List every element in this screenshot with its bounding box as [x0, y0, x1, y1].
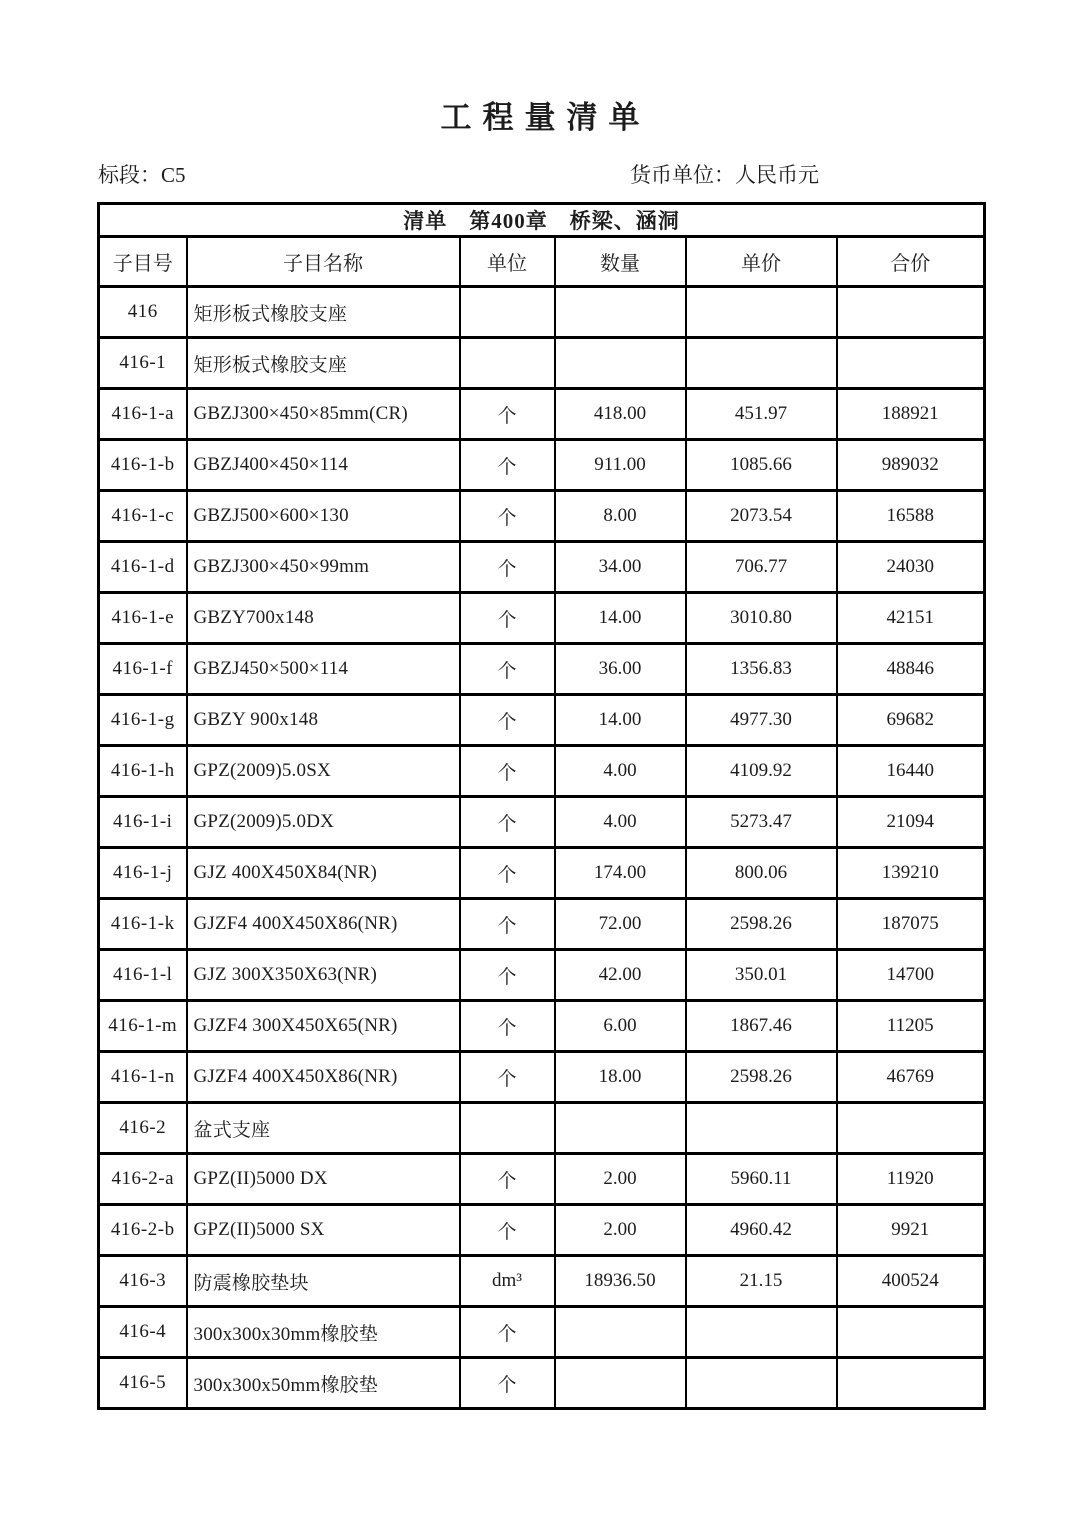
banner-row	[99, 204, 985, 237]
row-unit-price-cell	[686, 1358, 837, 1409]
row-unit-cell: 个	[460, 542, 555, 593]
row-quantity-cell	[555, 338, 686, 389]
row-item-name-cell: GBZY 900x148	[187, 695, 460, 746]
row-total-price-cell: 46769	[837, 1052, 985, 1103]
row-quantity-cell: 18936.50	[555, 1256, 686, 1307]
row-quantity-cell: 36.00	[555, 644, 686, 695]
row-unit-cell: 个	[460, 644, 555, 695]
row-unit-price-cell: 5273.47	[686, 797, 837, 848]
row-unit-cell: 个	[460, 1001, 555, 1052]
row-unit-cell: dm³	[460, 1256, 555, 1307]
row-total-price-cell	[837, 1358, 985, 1409]
row-item-name-cell: GPZ(II)5000 SX	[187, 1205, 460, 1256]
meta-row	[97, 159, 983, 189]
row-item-name-cell: GBZJ450×500×114	[187, 644, 460, 695]
row-quantity-cell	[555, 1307, 686, 1358]
row-total-price-cell: 42151	[837, 593, 985, 644]
col-header-unit: 单位	[460, 237, 555, 287]
row-unit-cell: 个	[460, 746, 555, 797]
row-unit-cell: 个	[460, 797, 555, 848]
row-unit-price-cell: 350.01	[686, 950, 837, 1001]
row-item-name-cell: GJZ 300X350X63(NR)	[187, 950, 460, 1001]
col-header-quantity: 数量	[555, 237, 686, 287]
row-unit-price-cell: 3010.80	[686, 593, 837, 644]
table-row	[99, 1001, 985, 1052]
row-total-price-cell: 16588	[837, 491, 985, 542]
row-unit-price-cell	[686, 1307, 837, 1358]
row-unit-price-cell: 451.97	[686, 389, 837, 440]
table-row	[99, 542, 985, 593]
row-item-name-cell: GJZF4 300X450X65(NR)	[187, 1001, 460, 1052]
row-quantity-cell: 8.00	[555, 491, 686, 542]
row-item-no-cell: 416-1-g	[99, 695, 187, 746]
table-row	[99, 1205, 985, 1256]
row-quantity-cell: 14.00	[555, 593, 686, 644]
row-item-name-cell: 300x300x50mm橡胶垫	[187, 1358, 460, 1409]
row-quantity-cell: 4.00	[555, 797, 686, 848]
row-unit-price-cell	[686, 1103, 837, 1154]
currency-label: 货币单位：人民币元	[630, 163, 819, 187]
row-quantity-cell: 4.00	[555, 746, 686, 797]
row-item-name-cell: GPZ(2009)5.0DX	[187, 797, 460, 848]
row-total-price-cell	[837, 338, 985, 389]
row-item-no-cell: 416-1-h	[99, 746, 187, 797]
row-total-price-cell: 69682	[837, 695, 985, 746]
table-row	[99, 950, 985, 1001]
quantities-table	[97, 202, 986, 1410]
row-item-no-cell: 416-4	[99, 1307, 187, 1358]
row-item-no-cell: 416-1-a	[99, 389, 187, 440]
table-row	[99, 1307, 985, 1358]
row-unit-cell: 个	[460, 593, 555, 644]
row-unit-cell	[460, 287, 555, 338]
row-unit-cell: 个	[460, 899, 555, 950]
row-item-no-cell: 416-1-c	[99, 491, 187, 542]
row-quantity-cell: 34.00	[555, 542, 686, 593]
row-item-no-cell: 416	[99, 287, 187, 338]
row-unit-cell: 个	[460, 1205, 555, 1256]
table-header-row	[99, 237, 985, 287]
row-total-price-cell	[837, 1103, 985, 1154]
row-item-name-cell: 矩形板式橡胶支座	[187, 338, 460, 389]
table-banner: 清单 第400章 桥梁、涵洞	[99, 204, 985, 237]
row-unit-price-cell: 2598.26	[686, 1052, 837, 1103]
row-item-no-cell: 416-2	[99, 1103, 187, 1154]
row-unit-cell	[460, 1103, 555, 1154]
row-total-price-cell: 187075	[837, 899, 985, 950]
table-row	[99, 848, 985, 899]
table-body	[99, 287, 985, 1409]
table-row	[99, 389, 985, 440]
row-quantity-cell: 2.00	[555, 1154, 686, 1205]
row-unit-price-cell: 800.06	[686, 848, 837, 899]
row-unit-cell: 个	[460, 440, 555, 491]
row-total-price-cell: 188921	[837, 389, 985, 440]
row-item-no-cell: 416-3	[99, 1256, 187, 1307]
row-unit-price-cell	[686, 338, 837, 389]
row-item-name-cell: GJZ 400X450X84(NR)	[187, 848, 460, 899]
table-row	[99, 1052, 985, 1103]
row-unit-price-cell	[686, 287, 837, 338]
row-item-name-cell: 盆式支座	[187, 1103, 460, 1154]
row-unit-cell: 个	[460, 950, 555, 1001]
row-unit-cell	[460, 338, 555, 389]
row-unit-price-cell: 706.77	[686, 542, 837, 593]
row-total-price-cell: 400524	[837, 1256, 985, 1307]
row-item-name-cell: GBZJ300×450×99mm	[187, 542, 460, 593]
row-item-no-cell: 416-1-d	[99, 542, 187, 593]
table-row	[99, 593, 985, 644]
row-unit-price-cell: 2073.54	[686, 491, 837, 542]
row-item-name-cell: GPZ(2009)5.0SX	[187, 746, 460, 797]
row-total-price-cell: 14700	[837, 950, 985, 1001]
row-quantity-cell: 174.00	[555, 848, 686, 899]
row-item-no-cell: 416-1-k	[99, 899, 187, 950]
row-quantity-cell	[555, 1103, 686, 1154]
col-header-total-price: 合价	[837, 237, 985, 287]
row-unit-price-cell: 5960.11	[686, 1154, 837, 1205]
row-item-no-cell: 416-1-n	[99, 1052, 187, 1103]
row-unit-price-cell: 4109.92	[686, 746, 837, 797]
row-total-price-cell: 24030	[837, 542, 985, 593]
row-unit-cell: 个	[460, 848, 555, 899]
row-total-price-cell: 139210	[837, 848, 985, 899]
table-row	[99, 1154, 985, 1205]
row-item-no-cell: 416-1-f	[99, 644, 187, 695]
row-total-price-cell: 9921	[837, 1205, 985, 1256]
row-total-price-cell	[837, 287, 985, 338]
row-unit-price-cell: 1085.66	[686, 440, 837, 491]
row-unit-cell: 个	[460, 389, 555, 440]
page-title: 工程量清单	[440, 100, 651, 136]
col-header-item-name: 子目名称	[187, 237, 460, 287]
row-total-price-cell: 11205	[837, 1001, 985, 1052]
row-unit-cell: 个	[460, 1307, 555, 1358]
table-row	[99, 338, 985, 389]
row-item-name-cell: GJZF4 400X450X86(NR)	[187, 899, 460, 950]
table-row	[99, 1103, 985, 1154]
table-row	[99, 644, 985, 695]
row-quantity-cell: 72.00	[555, 899, 686, 950]
row-unit-price-cell: 2598.26	[686, 899, 837, 950]
row-quantity-cell: 42.00	[555, 950, 686, 1001]
row-item-name-cell: 防震橡胶垫块	[187, 1256, 460, 1307]
row-unit-cell: 个	[460, 695, 555, 746]
row-item-name-cell: GBZJ500×600×130	[187, 491, 460, 542]
row-total-price-cell	[837, 1307, 985, 1358]
row-item-name-cell: GBZY700x148	[187, 593, 460, 644]
row-total-price-cell: 989032	[837, 440, 985, 491]
row-quantity-cell	[555, 1358, 686, 1409]
table-row	[99, 797, 985, 848]
row-item-no-cell: 416-1-j	[99, 848, 187, 899]
table-row	[99, 287, 985, 338]
row-quantity-cell: 418.00	[555, 389, 686, 440]
row-quantity-cell: 14.00	[555, 695, 686, 746]
table-row	[99, 491, 985, 542]
row-item-no-cell: 416-1-l	[99, 950, 187, 1001]
row-item-no-cell: 416-1-e	[99, 593, 187, 644]
row-item-no-cell: 416-5	[99, 1358, 187, 1409]
row-item-name-cell: GBZJ300×450×85mm(CR)	[187, 389, 460, 440]
row-item-no-cell: 416-1-i	[99, 797, 187, 848]
row-quantity-cell: 18.00	[555, 1052, 686, 1103]
row-total-price-cell: 21094	[837, 797, 985, 848]
row-quantity-cell	[555, 287, 686, 338]
table-row	[99, 899, 985, 950]
section-label: 标段：C5	[98, 163, 186, 187]
row-quantity-cell: 2.00	[555, 1205, 686, 1256]
row-total-price-cell: 16440	[837, 746, 985, 797]
row-unit-cell: 个	[460, 1358, 555, 1409]
row-unit-price-cell: 1867.46	[686, 1001, 837, 1052]
row-item-name-cell: GJZF4 400X450X86(NR)	[187, 1052, 460, 1103]
row-item-no-cell: 416-2-b	[99, 1205, 187, 1256]
row-quantity-cell: 911.00	[555, 440, 686, 491]
row-unit-cell: 个	[460, 1154, 555, 1205]
row-item-no-cell: 416-2-a	[99, 1154, 187, 1205]
row-item-name-cell: 300x300x30mm橡胶垫	[187, 1307, 460, 1358]
table-row	[99, 1358, 985, 1409]
col-header-item-no: 子目号	[99, 237, 187, 287]
row-item-no-cell: 416-1-m	[99, 1001, 187, 1052]
row-quantity-cell: 6.00	[555, 1001, 686, 1052]
table-row	[99, 1256, 985, 1307]
row-total-price-cell: 11920	[837, 1154, 985, 1205]
row-item-name-cell: GPZ(II)5000 DX	[187, 1154, 460, 1205]
row-item-name-cell: 矩形板式橡胶支座	[187, 287, 460, 338]
row-item-name-cell: GBZJ400×450×114	[187, 440, 460, 491]
row-unit-cell: 个	[460, 1052, 555, 1103]
row-unit-price-cell: 21.15	[686, 1256, 837, 1307]
table-row	[99, 695, 985, 746]
row-unit-price-cell: 4977.30	[686, 695, 837, 746]
table-row	[99, 746, 985, 797]
row-item-no-cell: 416-1	[99, 338, 187, 389]
row-unit-price-cell: 1356.83	[686, 644, 837, 695]
row-unit-cell: 个	[460, 491, 555, 542]
row-total-price-cell: 48846	[837, 644, 985, 695]
col-header-unit-price: 单价	[686, 237, 837, 287]
table-row	[99, 440, 985, 491]
row-item-no-cell: 416-1-b	[99, 440, 187, 491]
row-unit-price-cell: 4960.42	[686, 1205, 837, 1256]
